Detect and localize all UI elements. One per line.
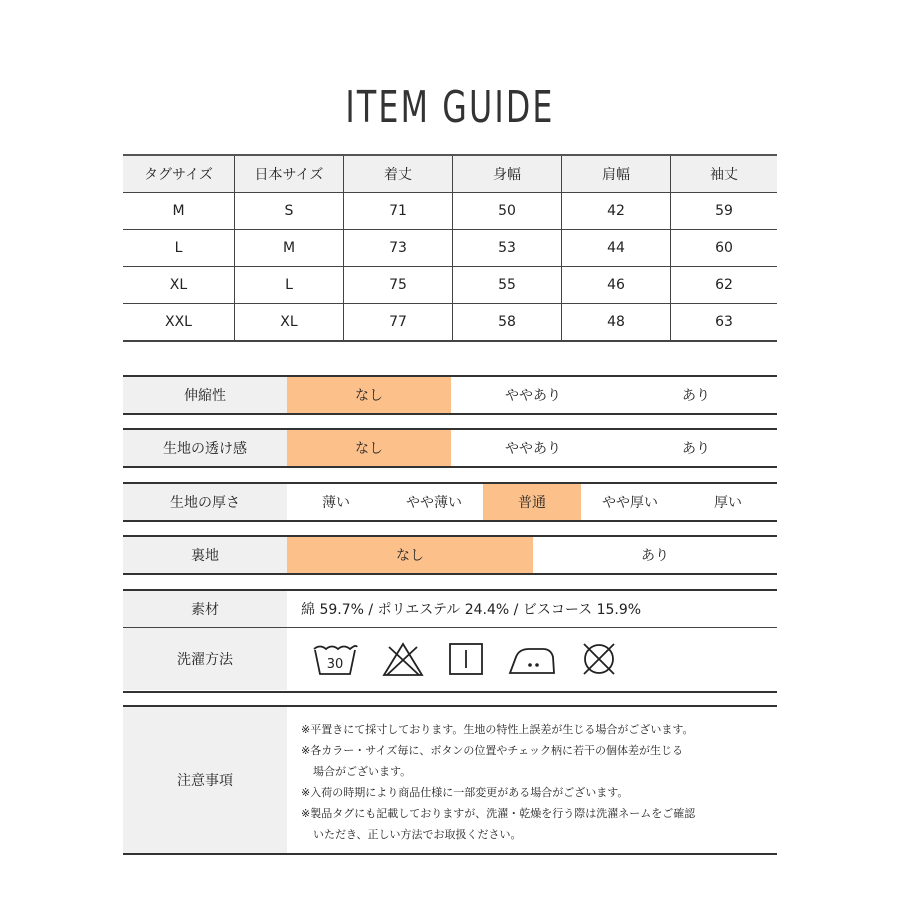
table-cell: XXL [123, 304, 235, 342]
stretch-option-some: ややあり [505, 388, 561, 404]
table-cell: 63 [671, 304, 778, 342]
sheer-label: 生地の透け感 [123, 430, 287, 466]
note-line: いただき、正しい方法でお取扱ください。 [313, 828, 522, 841]
material-value: 綿 59.7% / ポリエステル 24.4% / ビスコース 15.9% [301, 602, 642, 618]
table-cell: M [235, 230, 344, 267]
stretch-options [287, 377, 777, 413]
lining-options [287, 537, 777, 573]
table-cell: XL [235, 304, 344, 342]
lining-option-yes: あり [641, 548, 669, 564]
no-dryclean-icon [579, 641, 619, 677]
iron-low-icon [507, 641, 557, 677]
stretch-option-yes: あり [682, 388, 710, 404]
notes-label: 注意事項 [123, 707, 287, 853]
thickness-label: 生地の厚さ [123, 484, 287, 520]
care-icons [287, 628, 619, 690]
table-cell: 48 [562, 304, 671, 342]
table-row [123, 304, 777, 342]
table-cell: M [123, 193, 235, 230]
table-cell: 58 [453, 304, 562, 342]
header-width: 身幅 [453, 155, 562, 193]
table-row [123, 193, 777, 230]
lining-label: 裏地 [123, 537, 287, 573]
wash-temp-text: 30 [326, 657, 344, 672]
header-shoulder: 肩幅 [562, 155, 671, 193]
material-label: 素材 [123, 591, 287, 627]
header-length: 着丈 [344, 155, 453, 193]
sheer-option-some: ややあり [505, 441, 561, 457]
notes-body [287, 707, 777, 853]
thickness-option-thin: 薄い [322, 495, 350, 511]
notes-block [123, 705, 777, 855]
header-sleeve: 袖丈 [671, 155, 778, 193]
sheer-option-yes: あり [682, 441, 710, 457]
thickness-option-slightly-thin: やや薄い [406, 495, 462, 511]
table-cell: 50 [453, 193, 562, 230]
table-cell: 71 [344, 193, 453, 230]
thickness-options [287, 484, 777, 520]
lining-row [123, 535, 777, 575]
sheer-options [287, 430, 777, 466]
table-cell: 44 [562, 230, 671, 267]
table-cell: 75 [344, 267, 453, 304]
table-cell: 60 [671, 230, 778, 267]
note-line: ※製品タグにも記載しておりますが、洗濯・乾燥を行う際は洗濯ネームをご確認 [301, 807, 696, 820]
table-cell: 73 [344, 230, 453, 267]
table-cell: 77 [344, 304, 453, 342]
stretch-row [123, 375, 777, 415]
note-line: ※平置きにて採寸しております。生地の特性上誤差が生じる場合がございます。 [301, 723, 694, 736]
lining-option-none: なし [287, 537, 533, 573]
table-cell: 46 [562, 267, 671, 304]
stretch-label: 伸縮性 [123, 377, 287, 413]
table-row [123, 267, 777, 304]
thickness-option-normal: 普通 [483, 484, 581, 520]
header-jp-size: 日本サイズ [235, 155, 344, 193]
table-cell: L [235, 267, 344, 304]
material-row [123, 591, 777, 628]
note-line: 場合がございます。 [313, 765, 412, 778]
table-cell: 53 [453, 230, 562, 267]
table-cell: 62 [671, 267, 778, 304]
sheer-option-none: なし [287, 430, 451, 466]
page-title: ITEM GUIDE [345, 82, 555, 133]
no-bleach-icon [381, 641, 425, 677]
note-line: ※入荷の時期により商品仕様に一部変更がある場合がございます。 [301, 786, 629, 799]
header-tag-size: タグサイズ [123, 155, 235, 193]
table-cell: 59 [671, 193, 778, 230]
sheer-row [123, 428, 777, 468]
table-cell: 42 [562, 193, 671, 230]
line-dry-icon [447, 641, 485, 677]
table-cell: S [235, 193, 344, 230]
size-table [123, 154, 777, 342]
material-care-block [123, 589, 777, 693]
table-cell: XL [123, 267, 235, 304]
stretch-option-none: なし [287, 377, 451, 413]
washing-row [123, 628, 777, 690]
thickness-row [123, 482, 777, 522]
note-line: ※各カラー・サイズ毎に、ボタンの位置やチェック柄に若干の個体差が生じる [301, 744, 684, 757]
table-cell: L [123, 230, 235, 267]
table-cell: 55 [453, 267, 562, 304]
wash-30-icon [311, 641, 359, 677]
thickness-option-slightly-thick: やや厚い [602, 495, 658, 511]
size-table-header-row [123, 155, 777, 193]
thickness-option-thick: 厚い [714, 495, 742, 511]
washing-label: 洗濯方法 [123, 628, 287, 690]
table-row [123, 230, 777, 267]
